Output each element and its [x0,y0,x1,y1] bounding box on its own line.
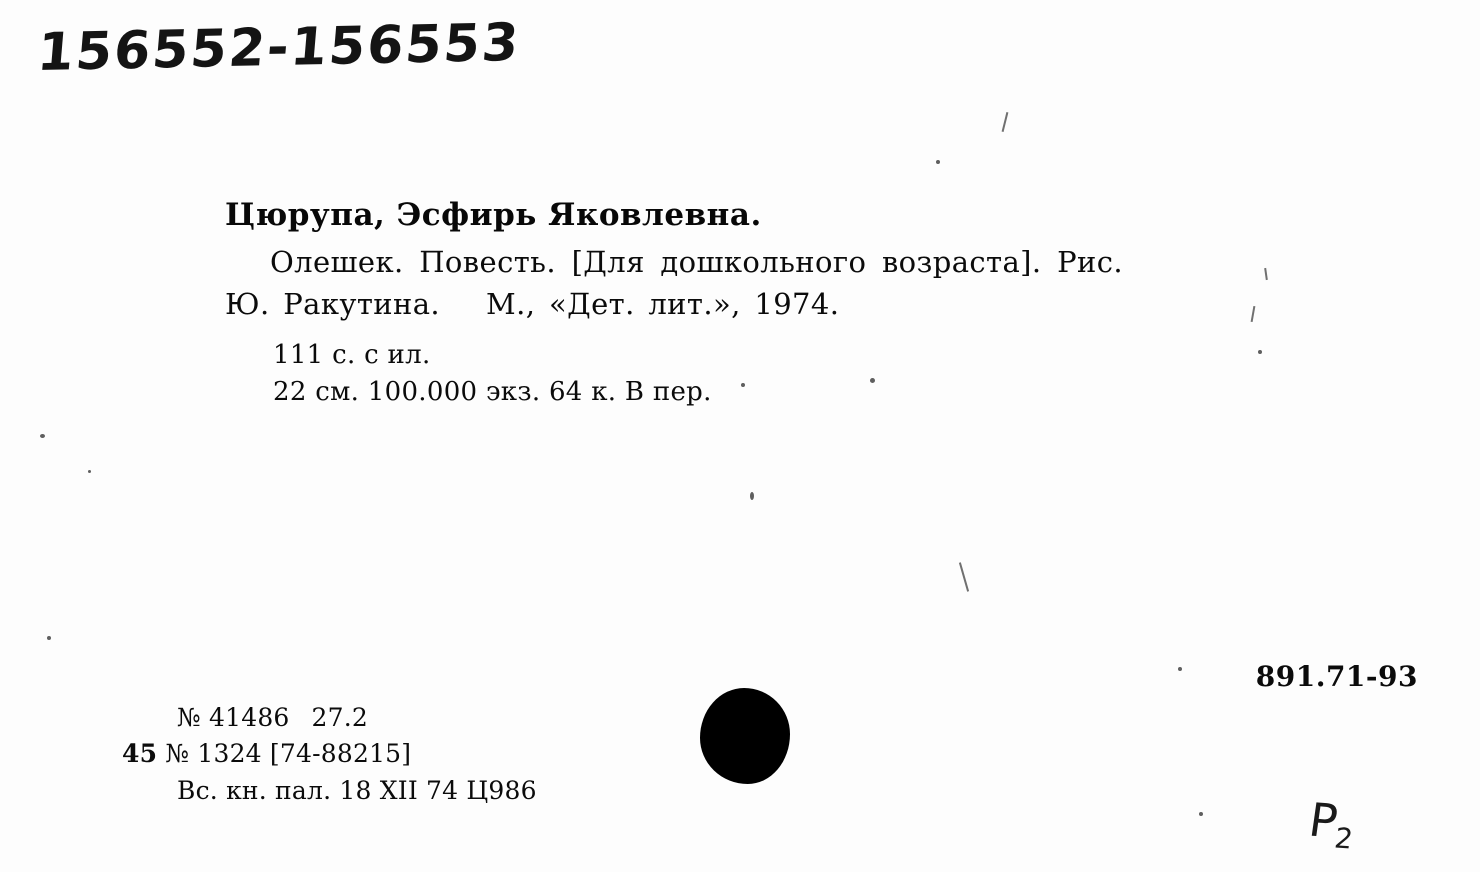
title-statement [225,241,1415,325]
scan-speck [750,492,754,500]
scan-speck [936,160,940,164]
card-set-number: 45 [122,739,158,769]
catalog-entry-number: № 1324 [74-88215] [165,739,412,769]
handwritten-accession-number: 156552-156553 [34,12,523,84]
bibliographic-block [225,196,1415,411]
scan-speck [870,378,875,383]
registration-block [122,700,537,809]
scan-speck [1258,350,1262,354]
title-line-2 [225,283,1415,325]
illustrator-statement: Ю. Ракутина. [225,286,441,321]
collation-block [225,337,1415,411]
handwritten-shelf-mark-digit: 2 [1332,821,1356,856]
print-run-code: 27.2 [311,703,369,732]
book-chamber-line: Вс. кн. пал. 18 XII 74 Ц986 [177,775,537,805]
scan-speck [1178,667,1182,671]
scan-speck [741,383,745,387]
handwritten-shelf-mark [1305,792,1359,855]
scan-speck [1199,812,1203,816]
scan-hairline [1002,112,1009,132]
ink-blot-mark [700,688,790,784]
scan-speck [47,636,51,640]
scan-speck [88,470,91,473]
registration-row-2 [122,736,537,772]
handwritten-shelf-mark-letter: Р [1306,792,1342,848]
author-heading: Цюрупа, Эсфирь Яковлевна. [225,197,762,233]
collation-details: 22 см. 100.000 экз. 64 к. В пер. [273,376,712,407]
scan-hairline [959,562,969,591]
scan-speck [40,434,45,438]
classification-index: 891.71-93 [1255,660,1418,693]
collation-pages: 111 с. с ил. [273,339,431,370]
imprint-statement: М., «Дет. лит.», 1974. [486,286,840,321]
order-number: № 41486 [177,703,290,732]
registration-row-1 [122,700,537,736]
title-line-1: Олешек. Повесть. [Для дошкольного возраста]. Рис. [270,244,1124,279]
